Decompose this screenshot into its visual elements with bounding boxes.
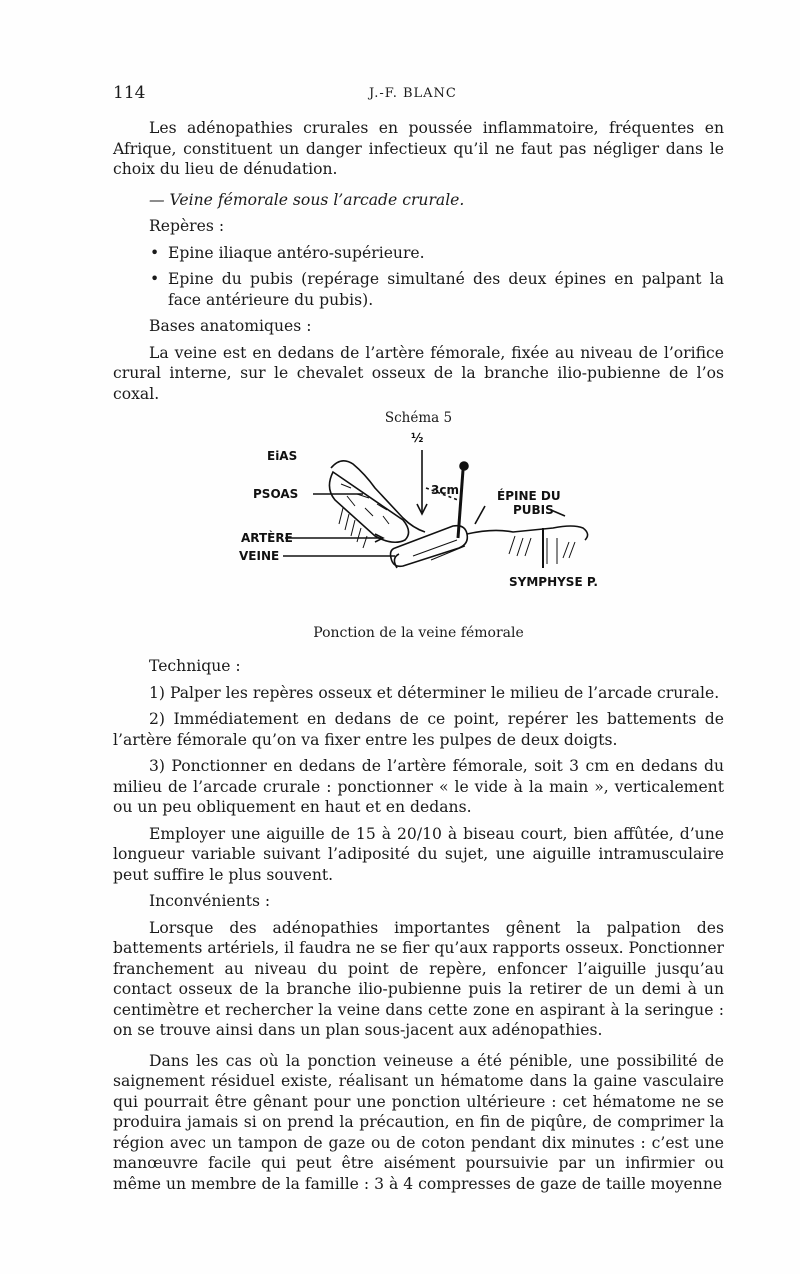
- technique-step: 3) Ponctionner en dedans de l’artère fémorale, soit 3 cm en dedans du milieu de l’arcade crurale : ponctionner « le vide à la main », verticalement ou un peu obliquement en haut et en dedans.: [113, 757, 724, 816]
- running-head: J.-F. BLANC: [369, 86, 457, 101]
- figure-caption: Ponction de la veine fémorale: [313, 625, 524, 641]
- artery-lines: [413, 540, 465, 560]
- bullet-item: [113, 269, 724, 310]
- femoral-vein-diagram: [113, 428, 724, 618]
- bullet-text: Epine du pubis (repérage simultané des deux épines en palpant la face antérieure du pubis).: [168, 270, 724, 309]
- bullet-icon: •: [150, 270, 160, 288]
- schema-title: Schéma 5: [384, 410, 453, 426]
- schema-figure: [113, 408, 724, 648]
- label-eias: EiAS: [267, 449, 298, 463]
- label-psoas: PSOAS: [253, 487, 299, 501]
- pubis-contour: [467, 526, 588, 540]
- final-paragraph: Dans les cas où la ponction veineuse a été pénible, une possibilité de saignement résiduel existe, réalisant un hématome dans la gaine vasculaire qui pourrait être gênant pour une ponction ultérieure : cet hématome ne se produira jamais si on prend la précaution, en fin de piqûre, de comprimer la région avec un tampon de gaze ou de coton pendant dix minutes : c’est une manœuvre facile qui peut être aisément poursuivie par un infirmier ou même un membre de la famille : 3 à 4 compresses de gaze de taille moyenne: [113, 1051, 724, 1193]
- bases-paragraph: La veine est en dedans de l’artère fémorale, fixée au niveau de l’orifice crural interne, sur le chevalet osseux de la branche ilio-pubienne de l’os coxal.: [113, 343, 724, 403]
- label-veine: VEINE: [239, 549, 280, 563]
- needle-hub: [460, 462, 468, 470]
- label-artere: ARTÈRE: [241, 531, 293, 545]
- label-half: ½: [411, 431, 424, 445]
- artery-shape: [391, 526, 468, 567]
- section-title: — Veine fémorale sous l’arcade crurale.: [149, 190, 465, 209]
- reperes-label: Repères :: [149, 217, 225, 235]
- label-epine: ÉPINE DU: [497, 489, 561, 503]
- label-symphyse: SYMPHYSE P.: [509, 575, 598, 589]
- intro-paragraph: Les adénopathies crurales en poussée inflammatoire, fréquentes en Afrique, constituent un danger infectieux qu’il ne faut pas négliger dans le choix du lieu de dénudation.: [113, 119, 724, 178]
- technique-step: 2) Immédiatement en dedans de ce point, repérer les battements de l’artère fémorale qu’on va fixer entre les pulpes de deux doigts.: [113, 710, 724, 749]
- inconvenients-label: Inconvénients :: [149, 892, 271, 910]
- page-header: [113, 83, 720, 107]
- epine-leader: [475, 506, 485, 524]
- bullet-item: [113, 243, 724, 264]
- iliac-contour: [331, 461, 425, 532]
- label-distance: 3cm: [431, 483, 459, 497]
- bullet-icon: •: [150, 243, 160, 262]
- body-text: [113, 118, 724, 1194]
- bullet-text: Epine iliaque antéro-supérieure.: [168, 243, 425, 262]
- psoas-muscle: [329, 472, 408, 542]
- page-number: 114: [113, 83, 146, 103]
- technique-label: Technique :: [149, 657, 241, 675]
- technique-step: 1) Palper les repères osseux et déterminer le milieu de l’arcade crurale.: [149, 683, 720, 702]
- bone-hatching: [339, 508, 367, 548]
- inconvenients-paragraph: Lorsque des adénopathies importantes gênent la palpation des battements artériels, il faudra ne se fier qu’aux rapports osseux. Ponctionner franchement au niveau du point de repère, enfoncer l’aiguille jusqu’au contact osseux de la branche ilio-pubienne puis la retirer de un demi à un centimètre et rechercher la veine dans cette zone en aspirant à la seringue : on se trouve ainsi dans un plan sous-jacent aux adénopathies.: [113, 918, 724, 1039]
- bases-label: Bases anatomiques :: [149, 317, 312, 335]
- label-pubis: PUBIS: [513, 503, 554, 517]
- needle-paragraph: Employer une aiguille de 15 à 20/10 à biseau court, bien affûtée, d’une longueur variable suivant l’adiposité du sujet, une aiguille intramusculaire peut suffire le plus souvent.: [113, 824, 724, 884]
